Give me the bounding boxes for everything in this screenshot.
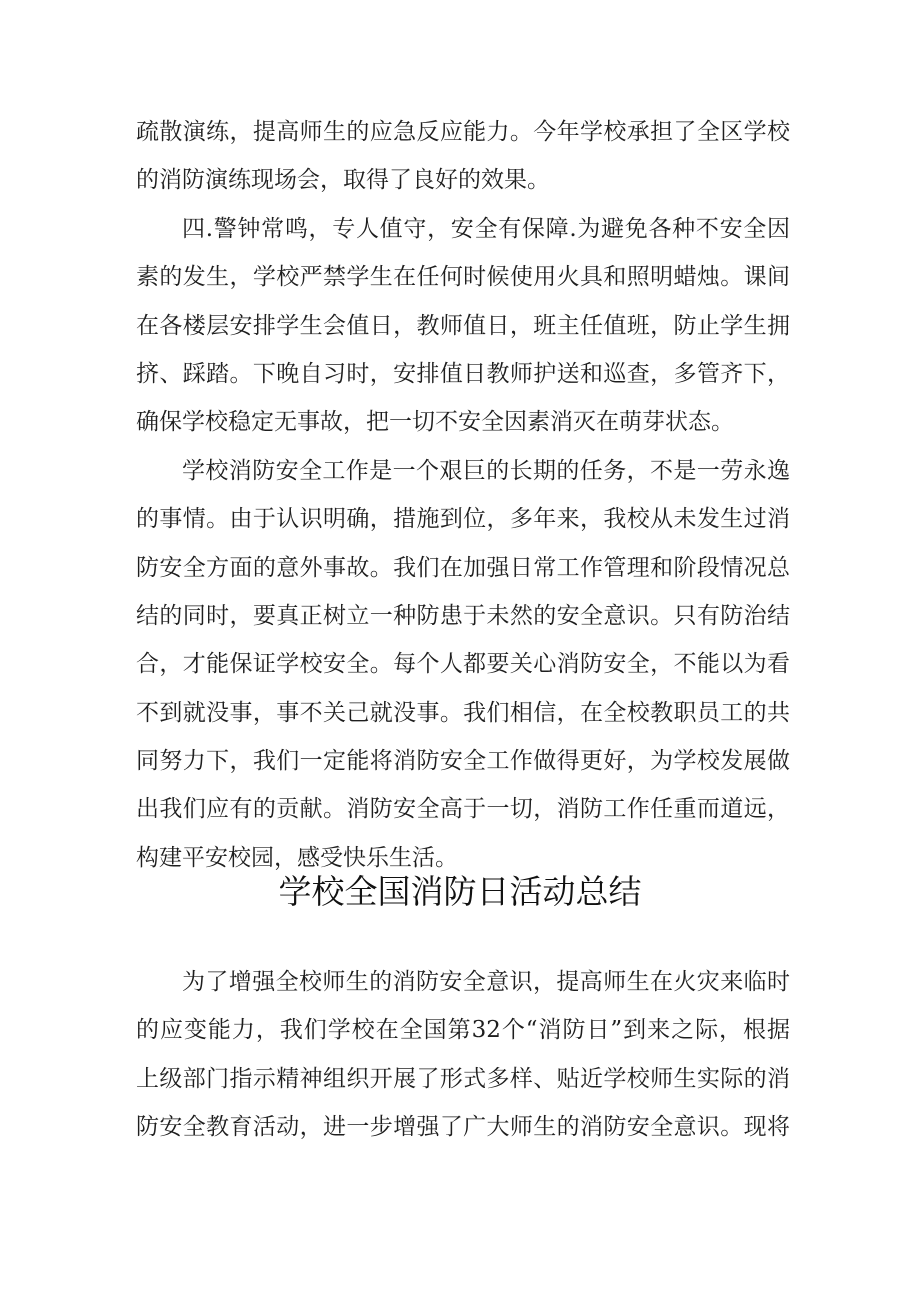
text-line: 学校消防安全工作是一个艰巨的长期的任务，不是一劳永逸 (182, 457, 790, 484)
text-line: 不到就没事，事不关己就没事。我们相信，在全校教职员工的共 (136, 699, 790, 726)
text-line: 四.警钟常鸣，专人值守，安全有保障.为避免各种不安全因 (182, 215, 790, 242)
text-line: 构建平安校园，感受快乐生活。 (136, 844, 458, 871)
text-line: 疏散演练，提高师生的应急反应能力。今年学校承担了全区学校 (136, 119, 790, 145)
text-line: 确保学校稳定无事故，把一切不安全因素消灭在萌芽状态。 (136, 409, 734, 436)
body-text-upper (136, 112, 790, 886)
text-line: 同努力下，我们一定能将消防安全工作做得更好，为学校发展做 (136, 748, 790, 775)
text-line: 挤、踩踏。下晚自习时，安排值日教师护送和巡查，多管齐下， (136, 360, 790, 387)
document-title: 学校全国消防日活动总结 (278, 872, 642, 911)
text-line: 的消防演练现场会，取得了良好的效果。 (136, 167, 550, 194)
text-line: 结的同时，要真正树立一种防患于未然的安全意识。只有防治结 (136, 602, 790, 629)
text-line: 为了增强全校师生的消防安全意识，提高师生在火灾来临时 (182, 969, 790, 995)
text-line: 合，才能保证学校安全。每个人都要关心消防安全，不能以为看 (136, 651, 790, 678)
text-line: 出我们应有的贡献。消防安全高于一切，消防工作任重而道远， (136, 796, 790, 823)
body-text-lower (136, 962, 790, 1156)
text-line: 上级部门指示精神组织开展了形式多样、贴近学校师生实际的消 (136, 1065, 790, 1092)
text-line: 的应变能力，我们学校在全国第32个“消防日”到来之际，根据 (136, 1017, 790, 1044)
text-line: 防安全方面的意外事故。我们在加强日常工作管理和阶段情况总 (136, 554, 790, 581)
text-line: 素的发生，学校严禁学生在任何时候使用火具和照明蜡烛。课间 (136, 264, 790, 291)
text-line: 在各楼层安排学生会值日，教师值日，班主任值班，防止学生拥 (136, 312, 790, 339)
text-line: 防安全教育活动，进一步增强了广大师生的消防安全意识。现将 (136, 1114, 790, 1141)
text-line: 的事情。由于认识明确，措施到位，多年来，我校从未发生过消 (136, 506, 790, 533)
